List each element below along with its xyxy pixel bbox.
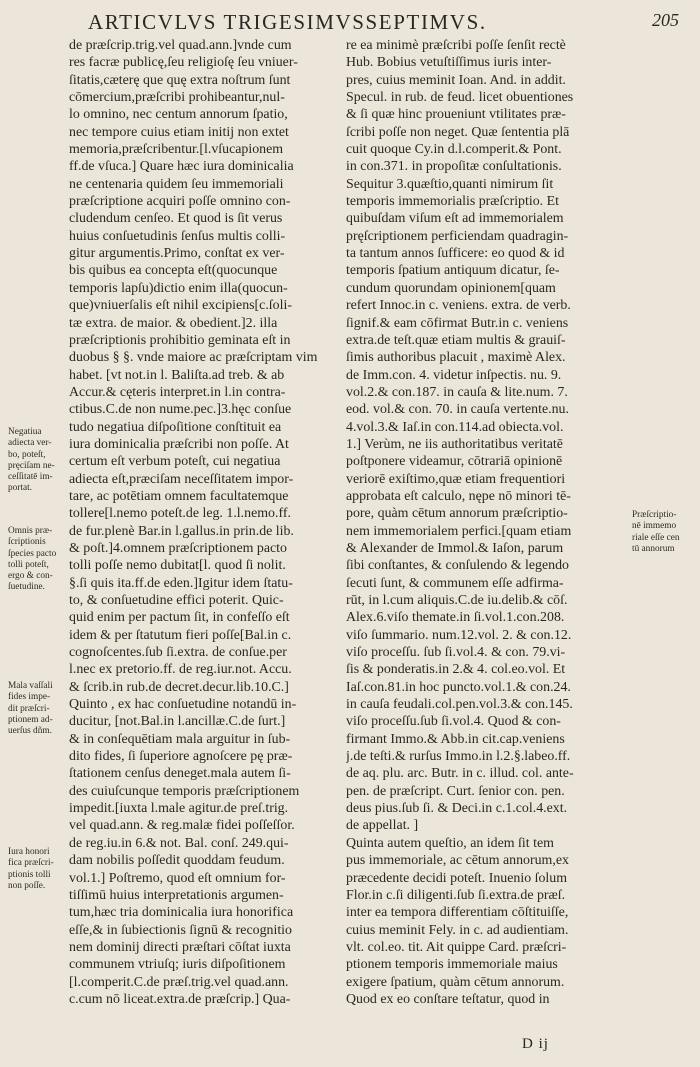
- left-column-line: duobus § §. vnde maiore ac præſcriptam vim: [69, 350, 318, 366]
- right-column-line: cuit quoque Cy.in d.l.comperit.& Pont.: [346, 142, 562, 158]
- margin-note-line: tū annorum: [632, 543, 675, 554]
- margin-note-line: dit præſcri-: [8, 703, 50, 714]
- right-column-line: j.de teſti.& rurſus Immo.in l.2.§.labeo.ff.: [346, 749, 571, 765]
- margin-note-line: fides impe-: [8, 692, 51, 703]
- right-column-line: ſibi conſtantes, & conſulendo & legendo: [346, 558, 569, 574]
- margin-note-line: ergo & con-: [8, 571, 53, 582]
- left-column-line: habet. [vt not.in l. Baliſta.ad treb. & ab: [69, 367, 285, 383]
- right-column-line: Iaſ.con.81.in hoc puncto.vol.1.& con.24.: [346, 679, 571, 695]
- right-column-line: approbata eſt calculo, nępe nō minori tē-: [346, 488, 571, 504]
- left-column-line: adiecta eſt,præciſam neceſſitatem impor-: [69, 471, 294, 487]
- right-column-line: cuius meminit Fely. in c. ad audientiam.: [346, 922, 569, 938]
- margin-note-line: ptionis tolli: [8, 869, 51, 880]
- right-column-line: temporis ſpatium antiquum dicatur, ſe-: [346, 263, 560, 279]
- left-column-line: tæ extra. de maior. & obedient.]2. illa: [69, 315, 278, 331]
- left-column-line: tiſſimū huius interpretationis argumen-: [69, 887, 284, 903]
- left-column-line: temporis lapſu)dictio enim illa(quocun-: [69, 280, 288, 296]
- left-column-line: impedit.[iuxta l.male agitur.de preſ.trig.: [69, 801, 289, 817]
- right-column-line: re ea minimè præſcribi poſſe ſenſit rectè: [346, 38, 566, 53]
- left-column-line: nem dominij directi præſtari cōſtat iuxta: [69, 939, 291, 955]
- left-column-line: de præſcrip.trig.vel quad.ann.]vnde cum: [69, 38, 292, 53]
- left-column-line: tollere[l.nemo poteſt.de leg. 1.l.nemo.ff.: [69, 506, 291, 522]
- left-column-line: certum eſt verbum poteſt, cui negatiua: [69, 454, 281, 470]
- left-column-line: c.cum nō liceat.extra.de præſcrip.] Qua-: [69, 991, 291, 1007]
- right-column-line: in con.371. in propoſitæ conſultationis.: [346, 159, 562, 175]
- right-column-line: quibuſdam viſum eſt ad immemorialem: [346, 211, 564, 227]
- left-column-line: tolli poſſe nemo dubitat[l. quod ſi nolit.: [69, 558, 286, 574]
- margin-note-line: portat.: [8, 483, 33, 494]
- left-text-column: [69, 37, 340, 1008]
- margin-note-line: pręciſam ne-: [8, 460, 55, 471]
- right-column-line: rūt, in l.cum aliquis.C.de iu.delib.& cōſ.: [346, 593, 568, 608]
- right-column-line: 1.] Verùm, ne iis authoritatibus veritatē: [346, 436, 563, 452]
- right-column-line: Specul. in rub. de feud. licet obuentiones: [346, 90, 574, 106]
- right-column-line: Alex.6.viſo themate.in ſi.vol.1.con.208.: [346, 610, 565, 626]
- right-column-line: ta tantum annos ſufficere: eo quod & id: [346, 246, 565, 262]
- right-column-line: inter ea tempora differentiam cōſtituiſſe,: [346, 905, 569, 921]
- left-column-line: tum,hæc tria dominicalia iura honorifica: [69, 905, 294, 921]
- signature-mark: D ij: [522, 1036, 549, 1052]
- margin-note-line: riale eſſe cen: [632, 532, 680, 543]
- right-column-line: extra.de teſt.quæ etiam multis & grauiſ-: [346, 332, 566, 348]
- right-column-line: & ſi quæ hinc proueniunt vtilitates præ-: [346, 107, 566, 123]
- left-column-line: ctibus.C.de non nume.pec.]3.hęc conſue: [69, 402, 292, 418]
- margin-note-line: non poſſe.: [8, 880, 46, 891]
- right-column-line: ſimis authoribus placuit , maximè Alex.: [346, 350, 566, 366]
- right-column-line: firmant Immo.& Abb.in cit.cap.veniens: [346, 731, 565, 747]
- left-column-line: vol.1.] Poſtremo, quod eſt omnium for-: [69, 870, 286, 886]
- left-column-line: & poſt.]4.omnem præſcriptionem pacto: [69, 540, 287, 556]
- left-column-line: cognoſcentes.ſub ſi.extra. de conſue.per: [69, 645, 287, 661]
- margin-note-line: fica præſcri-: [8, 858, 54, 869]
- right-column-line: eod. vol.& con. 70. in cauſa vertente.nu.: [346, 402, 569, 418]
- right-column-line: Flor.in c.ſi diligenti.ſub ſi.extra.de præſ.: [346, 887, 566, 903]
- margin-note-line: Iura honori: [8, 847, 50, 857]
- right-column-line: de Imm.con. 4. videtur inſpectis. nu. 9.: [346, 367, 562, 383]
- margin-note-line: ſuetudine.: [8, 582, 45, 593]
- left-column-line: [l.comperit.C.de præſ.trig.vel quad.ann.: [69, 974, 289, 990]
- left-column-line: gitur argumentis.Primo, conſtat ex ver-: [69, 246, 285, 262]
- margin-note-line: Præſcriptio-: [632, 510, 677, 520]
- right-column-line: pręſcriptionem perficiendam quadragin-: [346, 228, 569, 244]
- right-column-line: Sequitur 3.quæſtio,quanti nimirum ſit: [346, 176, 554, 192]
- left-column-line: & ſcrib.in rub.de decret.decur.lib.10.C.]: [69, 679, 289, 695]
- left-column-line: Accur.& cęteris interpret.in l.in contra-: [69, 384, 286, 400]
- left-column-line: nec tempore cuius etiam initij non extet: [69, 124, 289, 140]
- right-column-line: pen. de præſcript. Curt. ſenior con. pen.: [346, 783, 565, 799]
- margin-note-line: Omnis præ-: [8, 526, 53, 536]
- left-column-line: memoria,præſcribentur.[l.vſucapionem: [69, 142, 284, 158]
- right-column-line: veriorē exiſtimo,quæ etiam frequentiori: [346, 471, 566, 487]
- left-column-line: cludendum cenſeo. Et quod is ſit verus: [69, 211, 283, 227]
- running-title: ARTICVLVS TRIGESIMVSSEPTIMVS.: [88, 10, 487, 34]
- right-column-line: vol.2.& con.187. in cauſa & lite.num. 7.: [346, 384, 568, 400]
- right-column-line: pres, cuius meminit Ioan. And. in addit.: [346, 72, 566, 88]
- margin-note-praescriptio: [632, 510, 679, 555]
- left-column-line: quid enim per pactum ſit, in confeſſo eſt: [69, 610, 290, 626]
- left-column-line: res facræ publicę,ſeu religioſę ſeu vniuer-: [69, 55, 298, 71]
- right-column-line: ſis & ponderatis.in 2.& 4. col.eo.vol. Et: [346, 662, 566, 678]
- left-column-line: idem & per ſtatutum fieri poſſe[Bal.in c.: [69, 627, 292, 643]
- right-column-line: Hub. Bobius vetuſtiſſimus iuris inter-: [346, 55, 552, 71]
- right-column-line: nem immemorialem perfici.[quam etiam: [346, 523, 572, 539]
- right-column-line: viſo ſummario. num.12.vol. 2. & con.12.: [346, 627, 572, 643]
- left-column-line: tare, ac potētiam omnem facultatemque: [69, 488, 289, 504]
- margin-note-line: Negatiua: [8, 427, 42, 437]
- left-column-line: ne centenaria quidem ſeu immemoriali: [69, 176, 284, 192]
- left-column-line: des cuiuſcunque temporis præſcriptionem: [69, 783, 300, 799]
- right-column-line: exigere ſpatium, quàm cētum annorum.: [346, 974, 565, 990]
- left-column-line: communem vtriuſq; iuris diſpoſitionem: [69, 957, 286, 973]
- margin-note-line: ſcriptionis: [8, 537, 46, 548]
- left-column-line: dam nobilis poſſedit quoddam feudum.: [69, 853, 285, 869]
- left-column-line: huius conſuetudinis ſenſus multis colli-: [69, 228, 286, 244]
- margin-note-line: uerſus dñm.: [8, 726, 52, 737]
- left-column-line: tudo negatiua diſpoſitione conſtituit ea: [69, 419, 282, 435]
- right-column-line: pore, quàm cētum annorum præſcriptio-: [346, 506, 568, 522]
- left-column-line: to, & conſuetudine effici poterit. Quic-: [69, 593, 284, 608]
- margin-note-iura: [8, 847, 54, 892]
- left-column-line: Quinto , ex hac conſuetudine notandū in-: [69, 697, 297, 713]
- margin-note-line: nē immemo: [632, 521, 677, 532]
- right-column-line: temporis immemorialis præſcriptio. Et: [346, 194, 559, 210]
- right-column-line: vlt. col.eo. tit. Ait quippe Card. præſcri-: [346, 939, 567, 955]
- right-column-line: viſo proceſſu. ſub ſi.vol.4. & con. 79.vi-: [346, 645, 566, 661]
- left-column-line: §.ſi quis ita.ff.de eden.]Igitur idem ſtatu-: [69, 575, 293, 591]
- left-column-line: de fur.plenè Bar.in l.gallus.in prin.de lib.: [69, 523, 294, 539]
- margin-note-line: bo, poteſt,: [8, 449, 46, 460]
- left-column-line: bis quibus ea concepta eſt(quocunque: [69, 263, 278, 279]
- right-column-line: refert Innoc.in c. veniens. extra. de verb.: [346, 298, 571, 314]
- margin-note-line: adiecta ver-: [8, 438, 52, 449]
- margin-note-omnis: [8, 526, 56, 594]
- left-column-line: eſſe,& in ſubiectionis ſignū & recognitio: [69, 922, 292, 938]
- margin-note-line: ſpecies pacto: [8, 548, 57, 559]
- right-column-line: Quod ex eo conſtare teſtatur, quod in: [346, 991, 550, 1007]
- left-column-line: que)vniuerſalis eſt nihil excipiens[c.ſoli-: [69, 298, 292, 314]
- right-column-line: Quinta autem queſtio, an idem ſit tem: [346, 835, 554, 851]
- right-column-line: ſcribi poſſe non neget. Quæ ſententia plā: [346, 124, 570, 140]
- right-column-line: poſtponere videamur, cōtrariā opinionē: [346, 454, 563, 470]
- margin-note-line: tolli poteſt,: [8, 559, 49, 570]
- left-column-line: de reg.iu.in 6.& not. Bal. conſ. 249.qui-: [69, 835, 289, 851]
- right-column-line: pus immemoriale, ac cētum annorum,ex: [346, 853, 569, 869]
- right-column-line: cundum quorundam opinionem[quam: [346, 280, 556, 296]
- left-column-line: præſcriptione acquiri poſſe omnino con-: [69, 194, 291, 210]
- right-column-line: viſo proceſſu.ſub ſi.vol.4. Quod & con-: [346, 714, 561, 730]
- right-column-line: præcedente decidi poteſt. Inuenio ſolum: [346, 870, 568, 886]
- left-column-line: cōmercium,præſcribi prohibeantur,nul-: [69, 90, 285, 106]
- right-column-line: & Alexander de Immol.& Iaſon, parum: [346, 540, 564, 556]
- right-text-column: [346, 37, 630, 1008]
- margin-note-mala: [8, 681, 53, 737]
- left-column-line: ducitur, [not.Bal.in l.ancillæ.C.de ſurt.]: [69, 714, 286, 730]
- right-column-line: ſignif.& eam cōfirmat Butr.in c. veniens: [346, 315, 569, 331]
- right-column-line: 4.vol.3.& Iaſ.in con.114.ad obiecta.vol.: [346, 419, 564, 435]
- left-column-line: lo omnino, nec centum annorum ſpatio,: [69, 107, 288, 123]
- left-column-line: ff.de vſuca.] Quare hæc iura dominicalia: [69, 159, 294, 175]
- page-number: 205: [652, 10, 679, 30]
- right-column-line: in cauſa feudali.col.pen.vol.3.& con.145.: [346, 697, 573, 713]
- left-column-line: & in conſequētiam mala arguitur in ſub-: [69, 731, 291, 747]
- left-column-line: dito fides, ſi ſuperiore agnoſcere pę præ-: [69, 749, 293, 765]
- right-column-line: ptionem temporis immemoriale maius: [346, 957, 558, 973]
- left-column-line: iura dominicalia præſcribi non poſſe. At: [69, 436, 289, 452]
- left-column-line: vel quad.ann. & reg.malæ fidei poſſeſſor.: [69, 818, 295, 834]
- page-header: [0, 8, 700, 38]
- right-column-line: ſecuti ſunt, & communem eſſe adfirma-: [346, 575, 564, 591]
- left-column-line: ſitatis,cæterę que quę extra noſtrum ſunt: [69, 72, 291, 88]
- margin-note-line: ptionem ad-: [8, 714, 53, 725]
- left-column-line: l.nec ex pretorio.ff. de reg.iur.not. Accu.: [69, 662, 292, 678]
- margin-note-line: Mala vaſſali: [8, 681, 53, 691]
- left-column-line: ſtationem cenſus deneget.mala autem ſi-: [69, 766, 291, 782]
- right-column-line: deus pius.ſub ſi. & Deci.in c.1.col.4.ext.: [346, 801, 568, 817]
- right-column-line: de aq. plu. arc. Butr. in c. illud. col. ante-: [346, 766, 574, 782]
- margin-note-negatiua: [8, 427, 55, 495]
- margin-note-line: ceſſitatē im-: [8, 472, 53, 483]
- right-column-line: de appellat. ]: [346, 818, 419, 834]
- left-column-line: præſcriptionis prohibitio geminata eſt in: [69, 332, 291, 348]
